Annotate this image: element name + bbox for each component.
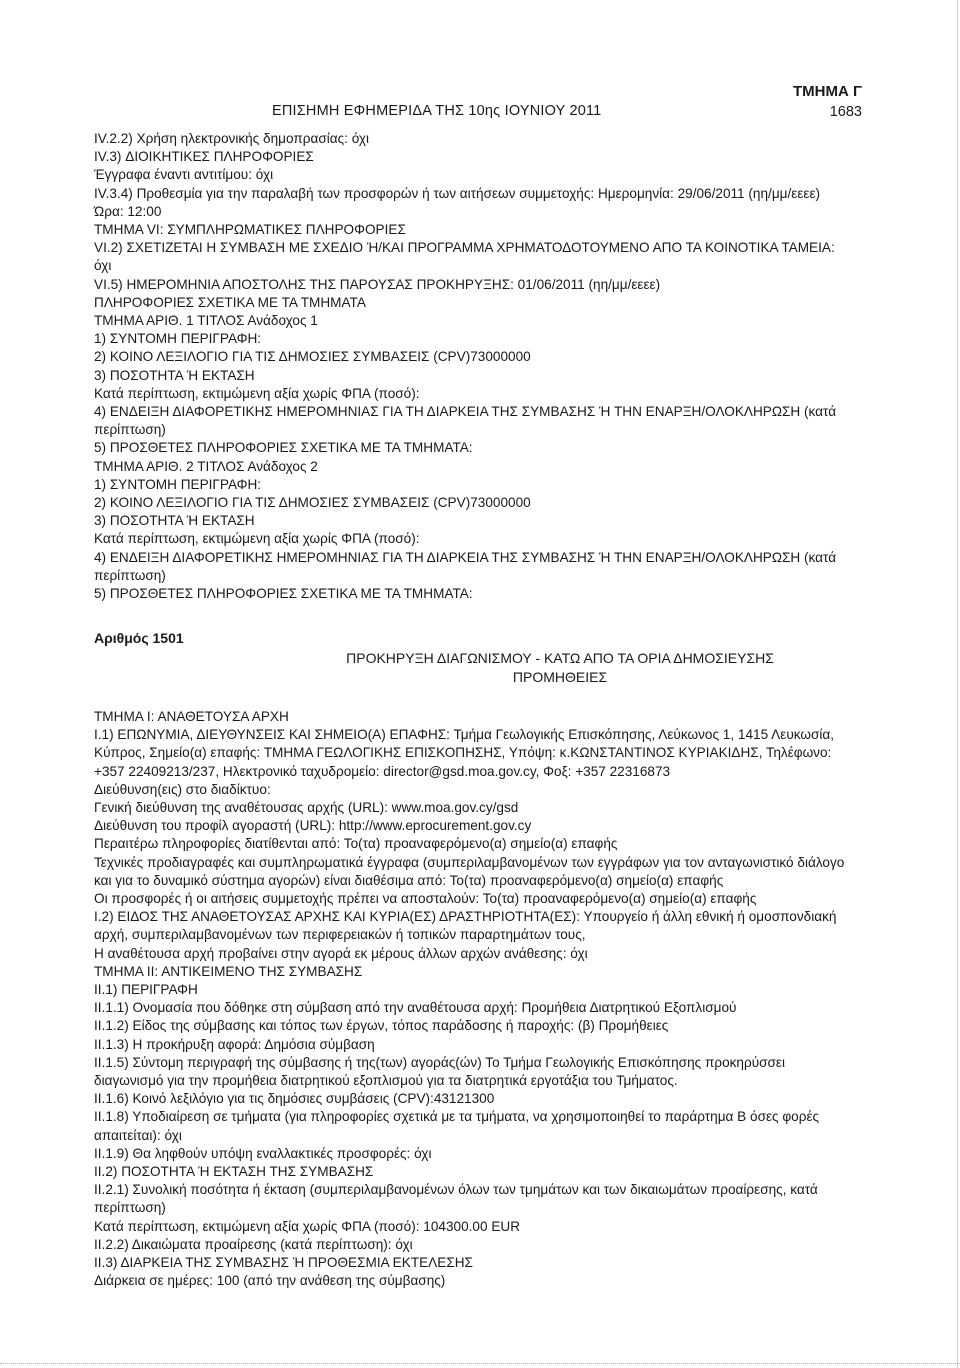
text-line: 4) ΕΝΔΕΙΞΗ ΔΙΑΦΟΡΕΤΙΚΗΣ ΗΜΕΡΟΜΗΝΙΑΣ ΓΙΑ ΤΗ ΔΙΑΡΚΕΙΑ ΤΗΣ ΣΥΜΒΑΣΗΣ Ή ΤΗΝ ΕΝΑΡΞΗ/ΟΛΟΚΛΗΡΩΣΗ (κατά xyxy=(94,404,837,420)
text-line: VI.2) ΣΧΕΤΙΖΕΤΑΙ Η ΣΥΜΒΑΣΗ ΜΕ ΣΧΕΔΙΟ Ή/ΚΑΙ ΠΡΟΓΡΑΜΜΑ ΧΡΗΜΑΤΟΔΟΤΟΥΜΕΝΟ ΑΠΟ ΤΑ ΚΟΙΝΟΤΙΚΑ ΤΑΜΕΙΑ: xyxy=(94,240,835,256)
text-line: Διάρκεια σε ημέρες: 100 (από την ανάθεση της σύμβασης) xyxy=(94,1273,446,1289)
text-line: Κατά περίπτωση, εκτιμώμενη αξία χωρίς ΦΠΑ (ποσό): xyxy=(94,385,420,401)
text-line: ΤΜΗΜΑ Ι: ΑΝΑΘΕΤΟΥΣΑ ΑΡΧΗ xyxy=(94,709,289,724)
text-line: 4) ΕΝΔΕΙΞΗ ΔΙΑΦΟΡΕΤΙΚΗΣ ΗΜΕΡΟΜΗΝΙΑΣ ΓΙΑ ΤΗ ΔΙΑΡΚΕΙΑ ΤΗΣ ΣΥΜΒΑΣΗΣ Ή ΤΗΝ ΕΝΑΡΞΗ/ΟΛΟΚΛΗΡΩΣΗ (κατά xyxy=(94,549,837,565)
text-line: Περαιτέρω πληροφορίες διατίθενται από: Το(τα) προαναφερόμενο(α) σημείο(α) επαφής xyxy=(94,836,618,852)
text-line: 5) ΠΡΟΣΘΕΤΕΣ ΠΛΗΡΟΦΟΡΙΕΣ ΣΧΕΤΙΚΑ ΜΕ ΤΑ ΤΜΗΜΑΤΑ: xyxy=(94,586,473,602)
text-line: και για το δυναμικό σύστημα αγορών) είναι διαθέσιμα από: Το(τα) προαναφερόμενο(α) σημείο(α) επαφής xyxy=(94,872,724,888)
text-line: ΙΙ.3) ΔΙΑΡΚΕΙΑ ΤΗΣ ΣΥΜΒΑΣΗΣ Ή ΠΡΟΘΕΣΜΙΑ ΕΚΤΕΛΕΣΗΣ xyxy=(94,1255,473,1271)
text-line: ΙΙ.1) ΠΕΡΙΓΡΑΦΗ xyxy=(94,982,198,998)
text-line: ΙΙ.2) ΠΟΣΟΤΗΤΑ Ή ΕΚΤΑΣΗ ΤΗΣ ΣΥΜΒΑΣΗΣ xyxy=(94,1164,374,1180)
text-line: ΤΜΗΜΑ ΑΡΙΘ. 2 ΤΙΤΛΟΣ Ανάδοχος 2 xyxy=(94,458,318,474)
notice-heading-line: ΠΡΟΜΗΘΕΙΕΣ xyxy=(512,668,608,685)
text-line: 1) ΣΥΝΤΟΜΗ ΠΕΡΙΓΡΑΦΗ: xyxy=(94,476,262,492)
page-number: 1683 xyxy=(829,104,862,120)
text-line: περίπτωση) xyxy=(94,567,166,583)
text-line: ΙΙ.1.6) Κοινό λεξιλόγιο για τις δημόσιες συμβάσεις (CPV):43121300 xyxy=(94,1091,495,1107)
text-line: VI.5) ΗΜΕΡΟΜΗΝΙΑ ΑΠΟΣΤΟΛΗΣ ΤΗΣ ΠΑΡΟΥΣΑΣ ΠΡΟΚΗΡΥΞΗΣ: 01/06/2011 (ηη/μμ/εεεε) xyxy=(94,276,661,292)
text-line: 3) ΠΟΣΟΤΗΤΑ Ή ΕΚΤΑΣΗ xyxy=(94,367,255,383)
text-line: 2) ΚΟΙΝΟ ΛΕΞΙΛΟΓΙΟ ΓΙΑ ΤΙΣ ΔΗΜΟΣΙΕΣ ΣΥΜΒΑΣΕΙΣ (CPV)73000000 xyxy=(94,349,531,365)
text-line: Έγγραφα έναντι αντιτίμου: όχι xyxy=(94,167,274,183)
text-line: IV.2.2) Χρήση ηλεκτρονικής δημοπρασίας: όχι xyxy=(94,131,370,146)
section-label: ΤΜΗΜΑ Γ xyxy=(792,83,862,100)
text-line: ΙΙ.1.9) Θα ληφθούν υπόψη εναλλακτικές προσφορές: όχι xyxy=(94,1145,432,1161)
text-line: ΙΙ.1.8) Υποδιαίρεση σε τμήματα (για πληροφορίες σχετικά με τα τμήματα, να χρησιμοποιηθεί το παράρτημα Β όσες φορές xyxy=(94,1109,820,1125)
text-line: περίπτωση) xyxy=(94,422,166,438)
text-line: ΙΙ.1.1) Ονομασία που δόθηκε στη σύμβαση από την αναθέτουσα αρχή: Προμήθεια Διατρητικού Εξοπλισμού xyxy=(94,1000,737,1016)
text-line: ΤΜΗΜΑ VI: ΣΥΜΠΛΗΡΩΜΑΤΙΚΕΣ ΠΛΗΡΟΦΟΡΙΕΣ xyxy=(94,222,406,238)
text-line: Κατά περίπτωση, εκτιμώμενη αξία χωρίς ΦΠΑ (ποσό): xyxy=(94,531,420,547)
text-line: ΠΛΗΡΟΦΟΡΙΕΣ ΣΧΕΤΙΚΑ ΜΕ ΤΑ ΤΜΗΜΑΤΑ xyxy=(94,294,366,310)
notice-body xyxy=(94,708,872,1291)
text-line: ΤΜΗΜΑ ΑΡΙΘ. 1 ΤΙΤΛΟΣ Ανάδοχος 1 xyxy=(94,313,318,329)
text-line: Διεύθυνση του προφίλ αγοραστή (URL): http://www.eprocurement.gov.cy xyxy=(94,818,532,834)
text-line: περίπτωση) xyxy=(94,1200,166,1216)
text-line: +357 22409213/237, Ηλεκτρονικό ταχυδρομείο: director@gsd.moa.gov.cy, Φοξ: +357 22316873 xyxy=(94,763,671,779)
text-line: ΙΙ.1.3) Η προκήρυξη αφορά: Δημόσια σύμβαση xyxy=(94,1036,375,1052)
text-line: 2) ΚΟΙΝΟ ΛΕΞΙΛΟΓΙΟ ΓΙΑ ΤΙΣ ΔΗΜΟΣΙΕΣ ΣΥΜΒΑΣΕΙΣ (CPV)73000000 xyxy=(94,495,531,511)
text-line: αρχή, συμπεριλαμβανομένων των περιφερειακών ή τοπικών παραρτημάτων τους, xyxy=(94,927,586,943)
text-line: ΙΙ.2.2) Δικαιώματα προαίρεσης (κατά περίπτωση): όχι xyxy=(94,1236,413,1252)
text-line: ΙΙ.1.2) Είδος της σύμβασης και τόπος των έργων, τόπος παράδοσης ή παροχής: (β) Προμήθειες xyxy=(94,1018,669,1034)
text-line: ΙΙ.2.1) Συνολική ποσότητα ή έκταση (συμπεριλαμβανομένων όλων των τμημάτων και των δικαιωμάτων προαίρεσης, κατά xyxy=(94,1182,818,1198)
text-line: Ι.1) ΕΠΩΝΥΜΙΑ, ΔΙΕΥΘΥΝΣΕΙΣ ΚΑΙ ΣΗΜΕΙΟ(Α) ΕΠΑΦΗΣ: Τμήμα Γεωλογικής Επισκόπησης, Λεύκωνος 1, 1415 Λευκωσία, xyxy=(94,727,835,743)
text-line: IV.3.4) Προθεσμία για την παραλαβή των προσφορών ή των αιτήσεων συμμετοχής: Ημερομηνία: 29/06/2011 (ηη/μμ/εεεε) xyxy=(94,185,821,201)
text-line: Γενική διεύθυνση της αναθέτουσας αρχής (URL): www.moa.gov.cy/gsd xyxy=(94,800,519,816)
text-line: Κύπρος, Σημείο(α) επαφής: ΤΜΗΜΑ ΓΕΩΛΟΓΙΚΗΣ ΕΠΙΣΚΟΠΗΣΗΣ, Υπόψη: κ.ΚΩΝΣΤΑΝΤΙΝΟΣ ΚΥΡΙΑΚΙΔΗΣ, Τηλέφωνο: xyxy=(94,745,832,761)
text-line: 5) ΠΡΟΣΘΕΤΕΣ ΠΛΗΡΟΦΟΡΙΕΣ ΣΧΕΤΙΚΑ ΜΕ ΤΑ ΤΜΗΜΑΤΑ: xyxy=(94,440,473,456)
scan-noise-line xyxy=(0,1362,960,1364)
notice-heading-line: ΠΡΟΚΗΡΥΞΗ ΔΙΑΓΩΝΙΣΜΟΥ - ΚΑΤΩ ΑΠΟ ΤΑ ΟΡΙΑ ΔΗΜΟΣΙΕΥΣΗΣ xyxy=(346,650,774,666)
text-line: διαγωνισμό για την προμήθεια διατρητικού εξοπλισμού για τα διατρητικά εργοτάξια του Τμήματος. xyxy=(94,1073,678,1089)
text-line: Διεύθυνση(εις) στο διαδίκτυο: xyxy=(94,781,271,797)
text-line: IV.3) ΔΙΟΙΚΗΤΙΚΕΣ ΠΛΗΡΟΦΟΡΙΕΣ xyxy=(94,149,314,165)
text-line: απαιτείται): όχι xyxy=(94,1127,182,1143)
scan-edge-line xyxy=(957,0,958,1368)
text-line: Κατά περίπτωση, εκτιμώμενη αξία χωρίς ΦΠΑ (ποσό): 104300.00 EUR xyxy=(94,1218,521,1234)
text-line: Η αναθέτουσα αρχή προβαίνει στην αγορά εκ μέρους άλλων αρχών ανάθεσης: όχι xyxy=(94,945,588,961)
notice-number: Αριθμός 1501 xyxy=(94,630,184,646)
text-line: ΤΜΗΜΑ ΙΙ: ΑΝΤΙΚΕΙΜΕΝΟ ΤΗΣ ΣΥΜΒΑΣΗΣ xyxy=(94,963,363,979)
text-line: 1) ΣΥΝΤΟΜΗ ΠΕΡΙΓΡΑΦΗ: xyxy=(94,331,262,347)
text-line: Τεχνικές προδιαγραφές και συμπληρωματικά έγγραφα (συμπεριλαμβανομένων των εγγράφων για τον ανταγωνιστικό διάλογο xyxy=(94,854,845,870)
gazette-title: ΕΠΙΣΗΜΗ ΕΦΗΜΕΡΙΔΑ ΤΗΣ 10ης ΙΟΥΝΙΟΥ 2011 xyxy=(272,103,602,119)
text-line: όχι xyxy=(94,258,112,274)
previous-notice-tail xyxy=(94,130,872,603)
text-line: 3) ΠΟΣΟΤΗΤΑ Ή ΕΚΤΑΣΗ xyxy=(94,513,255,529)
text-line: Οι προσφορές ή οι αιτήσεις συμμετοχής πρέπει να αποσταλούν: Το(τα) προαναφερόμενο(α) σημείο(α) επαφής xyxy=(94,891,757,907)
text-line: Ώρα: 12:00 xyxy=(94,203,162,219)
text-line: Ι.2) ΕΙΔΟΣ ΤΗΣ ΑΝΑΘΕΤΟΥΣΑΣ ΑΡΧΗΣ ΚΑΙ ΚΥΡΙΑ(ΕΣ) ΔΡΑΣΤΗΡΙΟΤΗΤΑ(ΕΣ): Υπουργείο ή άλλη εθνική ή ομοσπονδιακή xyxy=(94,909,837,925)
text-line: ΙΙ.1.5) Σύντομη περιγραφή της σύμβασης ή της(των) αγοράς(ών) Το Τμήμα Γεωλογικής Επισκόπησης προκηρύσσει xyxy=(94,1054,786,1070)
notice-heading xyxy=(300,649,820,686)
